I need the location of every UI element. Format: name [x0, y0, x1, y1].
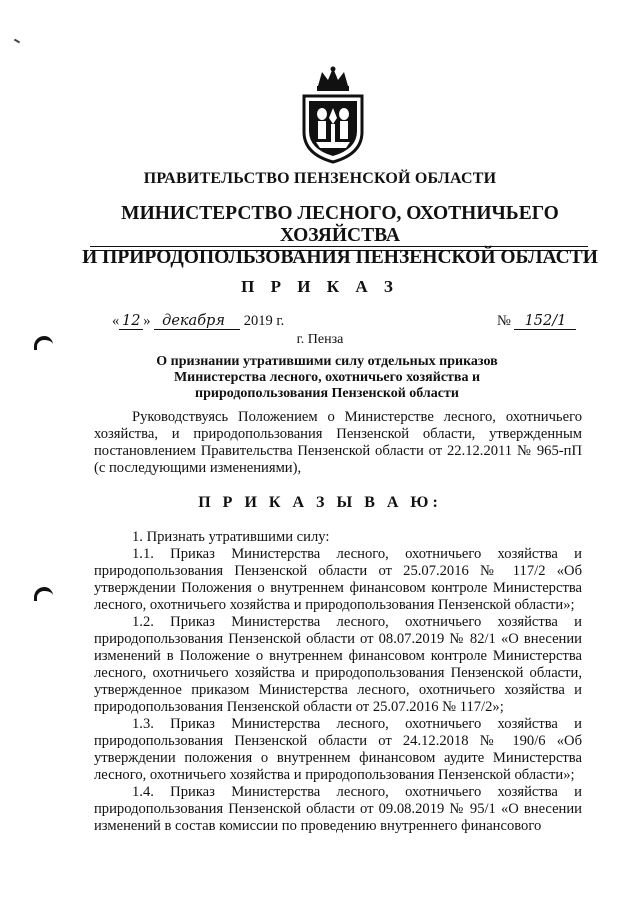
scan-mark: [14, 39, 20, 44]
order-item: 1.2. Приказ Министерства лесного, охотничьего хозяйства и природопользования Пензенской области от 08.07.2019 № 82/1 «О внесении изменений в Положение о внутреннем финансовом контроле Министерства лесного, охотничьего хозяйства и природопользования Пензенской области, утвержденное приказом Министерства лесного, охотничьего хозяйства и природопользования Пензенской области от 25.07.2016 № 117/2»;: [94, 614, 582, 715]
order-item: 1. Признать утратившими силу:: [132, 529, 330, 545]
ministry-name: [80, 203, 600, 269]
government-name: ПРАВИТЕЛЬСТВО ПЕНЗЕНСКОЙ ОБЛАСТИ: [143, 170, 497, 187]
number-label: №: [497, 313, 511, 329]
ministry-name-line: И ПРИРОДОПОЛЬЗОВАНИЯ ПЕНЗЕНСКОЙ ОБЛАСТИ: [82, 247, 598, 268]
quote-close: »: [143, 313, 151, 329]
header-divider: [90, 246, 588, 247]
order-number-field: [497, 313, 576, 330]
coat-of-arms-icon: [296, 66, 370, 164]
order-item: 1.4. Приказ Министерства лесного, охотничьего хозяйства и природопользования Пензенской области от 09.08.2019 № 95/1 «О внесении изменений в состав комиссии по проведению внутреннего финансового: [94, 784, 582, 834]
header-divider: [90, 250, 588, 251]
order-number: 152/1: [514, 314, 576, 330]
quote-open: «: [112, 313, 120, 329]
order-title: П Р И К А З: [241, 277, 399, 296]
scan-mark: [34, 587, 53, 601]
order-date: [112, 313, 284, 330]
ministry-name-line: МИНИСТЕРСТВО ЛЕСНОГО, ОХОТНИЧЬЕГО ХОЗЯЙСТВА: [121, 203, 559, 246]
order-items: [94, 529, 582, 835]
decree-heading: П Р И К А З Ы В А Ю:: [198, 494, 442, 511]
order-item: 1.3. Приказ Министерства лесного, охотничьего хозяйства и природопользования Пензенской области от 24.12.2018 № 190/6 «Об утверждении положения о внутреннем финансовом аудите Министерства лесного, охотничьего хозяйства и природопользования Пензенской области»;: [94, 716, 582, 783]
order-subject: О признании утратившими силу отдельных приказов Министерства лесного, охотничьего хозяйства и природопользования Пензенской области: [156, 354, 498, 401]
order-item: 1.1. Приказ Министерства лесного, охотничьего хозяйства и природопользования Пензенской области от 25.07.2016 № 117/2 «Об утверждении Положения о внутреннем финансовом контроле Министерства лесного, охотничьего хозяйства и природопользования Пензенской области»;: [94, 546, 582, 613]
order-day: 12: [119, 314, 143, 330]
order-month: декабря: [154, 314, 240, 330]
order-year: 2019 г.: [243, 313, 285, 329]
preamble-paragraph: Руководствуясь Положением о Министерстве лесного, охотничьего хозяйства, и природопользования Пензенской области, утвержденным постановлением Правительства Пензенской области от 22.12.2011 № 965-пП (с последующими изменениями),: [94, 409, 582, 476]
order-city: г. Пенза: [296, 332, 344, 347]
